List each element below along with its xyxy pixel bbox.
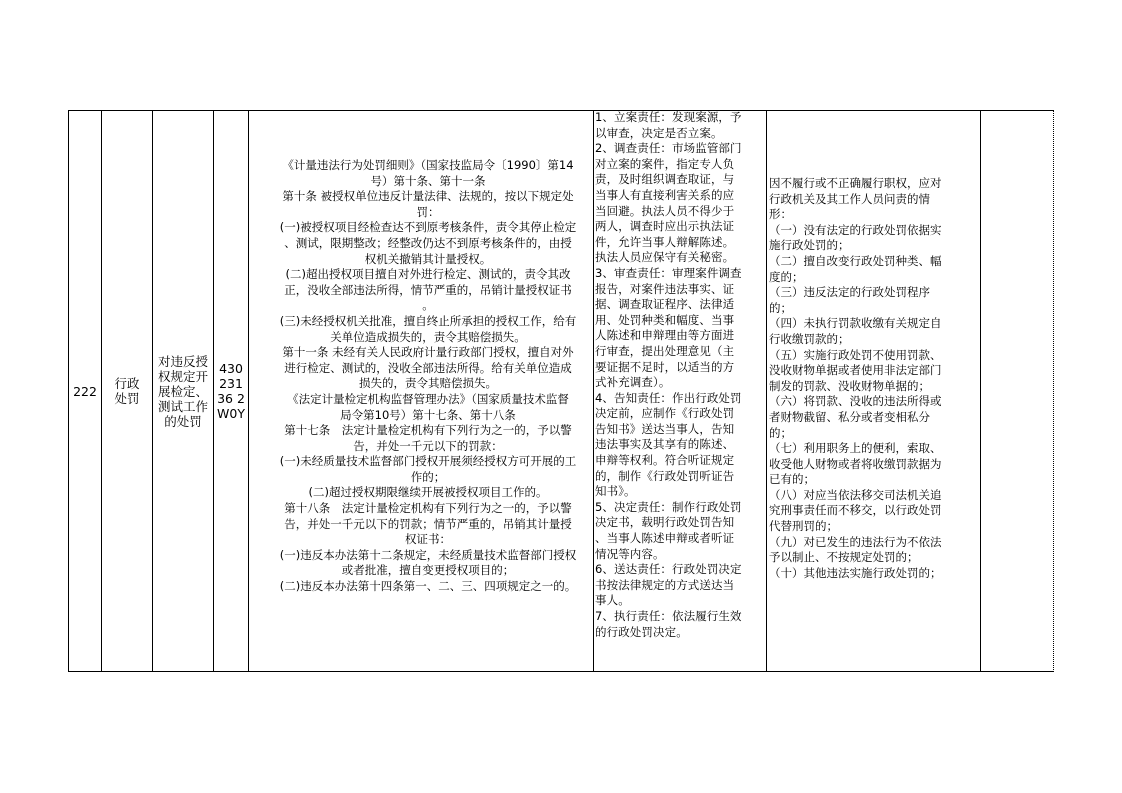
legal-basis-line: 《计量违法行为处罚细则》（国家技监局令〔1990〕第14 <box>282 158 574 172</box>
cell-category <box>102 110 152 672</box>
accountability-line: 施行政处罚的； <box>769 238 850 253</box>
cell-number <box>69 110 101 672</box>
responsibility-line: 式补充调查）。 <box>595 375 671 390</box>
legal-basis-line: 作的； <box>410 469 446 484</box>
responsibility-line: 人陈述和申辩理由等方面进 <box>595 328 735 343</box>
responsibility-line: 责，及时组织调查取证，与 <box>595 172 735 187</box>
accountability-line: （十）其他违法实施行政处罚的； <box>769 565 942 580</box>
responsibility-line: 当事人有直接利害关系的应 <box>595 187 735 202</box>
accountability-line: 的； <box>769 425 792 440</box>
row-code: 43023136 2W0Y <box>217 361 245 421</box>
legal-basis-line: 或者批准，擅自变更授权项目的； <box>341 563 515 578</box>
accountability-line: （七）利用职务上的便利，索取、 <box>769 441 942 456</box>
accountability-line: 予以制止、不按规定处罚的； <box>769 550 919 565</box>
responsibility-line: 6、送达责任：行政处罚决定 <box>595 562 742 577</box>
row-category: 行政处罚 <box>114 376 140 406</box>
accountability-line: 的； <box>769 300 792 315</box>
responsibility-line: 件，允许当事人辩解陈述。 <box>595 234 735 249</box>
responsibility-line: 的，制作《行政处罚听证告 <box>595 468 735 483</box>
legal-basis-line: (三)未经授权机关批准，擅自终止所承担的授权工作，给有 <box>279 313 577 328</box>
row-number: 222 <box>73 383 97 399</box>
accountability-line: 收受他人财物或者将收缴罚款据为 <box>769 456 942 471</box>
responsibility-line: 决定书，载明行政处罚告知 <box>595 515 735 530</box>
responsibility-line: 5、决定责任：制作行政处罚 <box>595 499 742 514</box>
accountability-line: 行政机关及其工作人员问责的情 <box>769 191 930 206</box>
cell-remark <box>981 110 1053 672</box>
legal-basis-line: 。 <box>422 298 434 313</box>
legal-basis-line: (二)违反本办法第十四条第一、二、三、四项规定之一的。 <box>279 579 577 594</box>
row-item-name: 对违反授权规定开展检定、测试工作的处罚 <box>157 353 208 429</box>
responsibility-line: 两人，调查时应出示执法证 <box>595 219 735 234</box>
accountability-line: （二）擅自改变行政处罚种类、幅 <box>769 253 942 268</box>
accountability-line: （九）对已发生的违法行为不依法 <box>769 534 942 549</box>
legal-basis-line: (二)超出授权项目擅自对外进行检定、测试的，责令其改 <box>285 267 571 282</box>
responsibility-line: 据、调查取证程序、法律适 <box>595 297 735 312</box>
legal-basis-line: 第十条 被授权单位违反计量法律、法规的，按以下规定处 <box>282 189 574 204</box>
accountability-line: （四）未执行罚款收缴有关规定自 <box>769 316 942 331</box>
accountability-line: 究刑事责任而不移交，以行政处罚 <box>769 503 942 518</box>
responsibility-line: 行审查，提出处理意见（主 <box>595 343 735 358</box>
responsibility-line: 决定前，应制作《行政处罚 <box>595 406 735 421</box>
legal-basis-line: 第十一条 未经有关人民政府计量行政部门授权，擅自对外 <box>282 345 574 360</box>
legal-basis-line: 关单位造成损失的，责令其赔偿损失。 <box>330 329 526 344</box>
accountability-line: （八）对应当依法移交司法机关追 <box>769 487 942 502</box>
accountability-line: 因不履行或不正确履行职权，应对 <box>769 176 942 190</box>
responsibility-line: 4、告知责任：作出行政处罚 <box>595 390 742 405</box>
responsibility-line: 要证据不足时，以适当的方 <box>595 359 735 374</box>
legal-basis-line: 号）第十条、第十一条 <box>370 173 486 188</box>
cell-code <box>214 110 248 672</box>
responsibility-line: 、当事人陈述申辩或者听证 <box>595 531 735 546</box>
accountability-line: 没收财物单据或者使用非法定部门 <box>769 363 942 378</box>
legal-basis-line: 告，并处一千元以下的罚款： <box>353 438 503 453</box>
accountability-line: 行收缴罚款的； <box>769 331 850 346</box>
responsibility-line: 7、执行责任：依法履行生效 <box>595 609 742 623</box>
col-border-6 <box>766 110 767 672</box>
accountability-line: 制发的罚款、没收财物单据的； <box>769 378 930 393</box>
legal-basis-line: (一)被授权项目经检查达不到原考核条件，责令其停止检定 <box>279 220 577 235</box>
accountability-line: 代替刑罚的； <box>769 519 838 534</box>
cell-item-name <box>153 110 213 672</box>
legal-basis-text <box>249 158 607 595</box>
responsibility-line: 对立案的案件，指定专人负 <box>595 156 735 171</box>
responsibility-line: 知书》。 <box>595 484 636 499</box>
legal-basis-line: 局令第10号）第十七条、第十八条 <box>340 407 516 422</box>
responsibility-line: 2、调查责任：市场监管部门 <box>595 141 742 156</box>
responsibility-line: 违法事实及其享有的陈述、 <box>595 437 735 452</box>
legal-basis-line: (一)违反本办法第十二条规定，未经质量技术监督部门授权 <box>279 547 577 562</box>
legal-basis-line: 权证书： <box>405 532 451 547</box>
legal-basis-line: 权机关撤销其计量授权。 <box>364 251 492 266</box>
legal-basis-line: 正，没收全部违法所得，情节严重的，吊销计量授权证书 <box>284 282 572 297</box>
responsibility-line: 情况等内容。 <box>595 546 665 561</box>
legal-basis-line: 《法定计量检定机构监督管理办法》（国家质量技术监督 <box>287 391 569 406</box>
responsibility-line: 申辩等权利。符合听证规定 <box>595 453 735 468</box>
legal-basis-line: 告，并处一千元以下的罚款；情节严重的，吊销其计量授 <box>284 516 572 531</box>
responsibility-text <box>595 110 765 640</box>
responsibility-line: 告知书》送达当事人，告知 <box>595 421 735 436</box>
accountability-line: 形： <box>769 207 792 222</box>
responsibility-line: 1、立案责任：发现案源，予 <box>595 110 742 124</box>
responsibility-line: 执法人员应保守有关秘密。 <box>595 250 735 265</box>
legal-basis-line: 第十七条 法定计量检定机构有下列行为之一的，予以警 <box>284 423 572 438</box>
legal-basis-line: (一)未经质量技术监督部门授权开展须经授权方可开展的工 <box>279 454 577 469</box>
accountability-line: 者财物截留、私分或者变相私分 <box>769 409 930 424</box>
responsibility-line: 书按法律规定的方式送达当 <box>595 577 735 592</box>
table-grid <box>68 110 1054 672</box>
legal-basis-line: 损失的，责令其赔偿损失。 <box>359 376 497 391</box>
responsibility-line: 当回避。执法人员不得少于 <box>595 203 735 218</box>
responsibility-line: 用、处罚种类和幅度、当事 <box>595 312 735 327</box>
legal-basis-line: 第十八条 法定计量检定机构有下列行为之一的，予以警 <box>284 501 572 516</box>
accountability-line: 已有的； <box>769 472 815 487</box>
legal-basis-line: 、测试，限期整改；经整改仍达不到原考核条件的，由授 <box>284 235 572 250</box>
accountability-line: （五）实施行政处罚不使用罚款、 <box>769 347 942 362</box>
responsibility-line: 3、审查责任：审理案件调查 <box>595 265 742 280</box>
accountability-line: （六）将罚款、没收的违法所得或 <box>769 394 942 409</box>
responsibility-line: 事人。 <box>595 593 630 608</box>
col-border-8 <box>1053 110 1054 672</box>
responsibility-line: 以审查，决定是否立案。 <box>595 125 723 140</box>
legal-basis-line: 罚： <box>416 204 440 219</box>
legal-basis-line: (二)超过授权期限继续开展被授权项目工作的。 <box>308 485 548 500</box>
accountability-line: （一）没有法定的行政处罚依据实 <box>769 222 942 237</box>
accountability-line: （三）违反法定的行政处罚程序 <box>769 285 930 300</box>
accountability-line: 度的； <box>769 269 804 284</box>
responsibility-line: 报告，对案件违法事实、证 <box>595 281 735 296</box>
legal-basis-line: 进行检定、测试的，没收全部违法所得。给有关单位造成 <box>284 360 572 375</box>
accountability-text <box>769 176 979 581</box>
responsibility-line: 的行政处罚决定。 <box>595 624 688 639</box>
